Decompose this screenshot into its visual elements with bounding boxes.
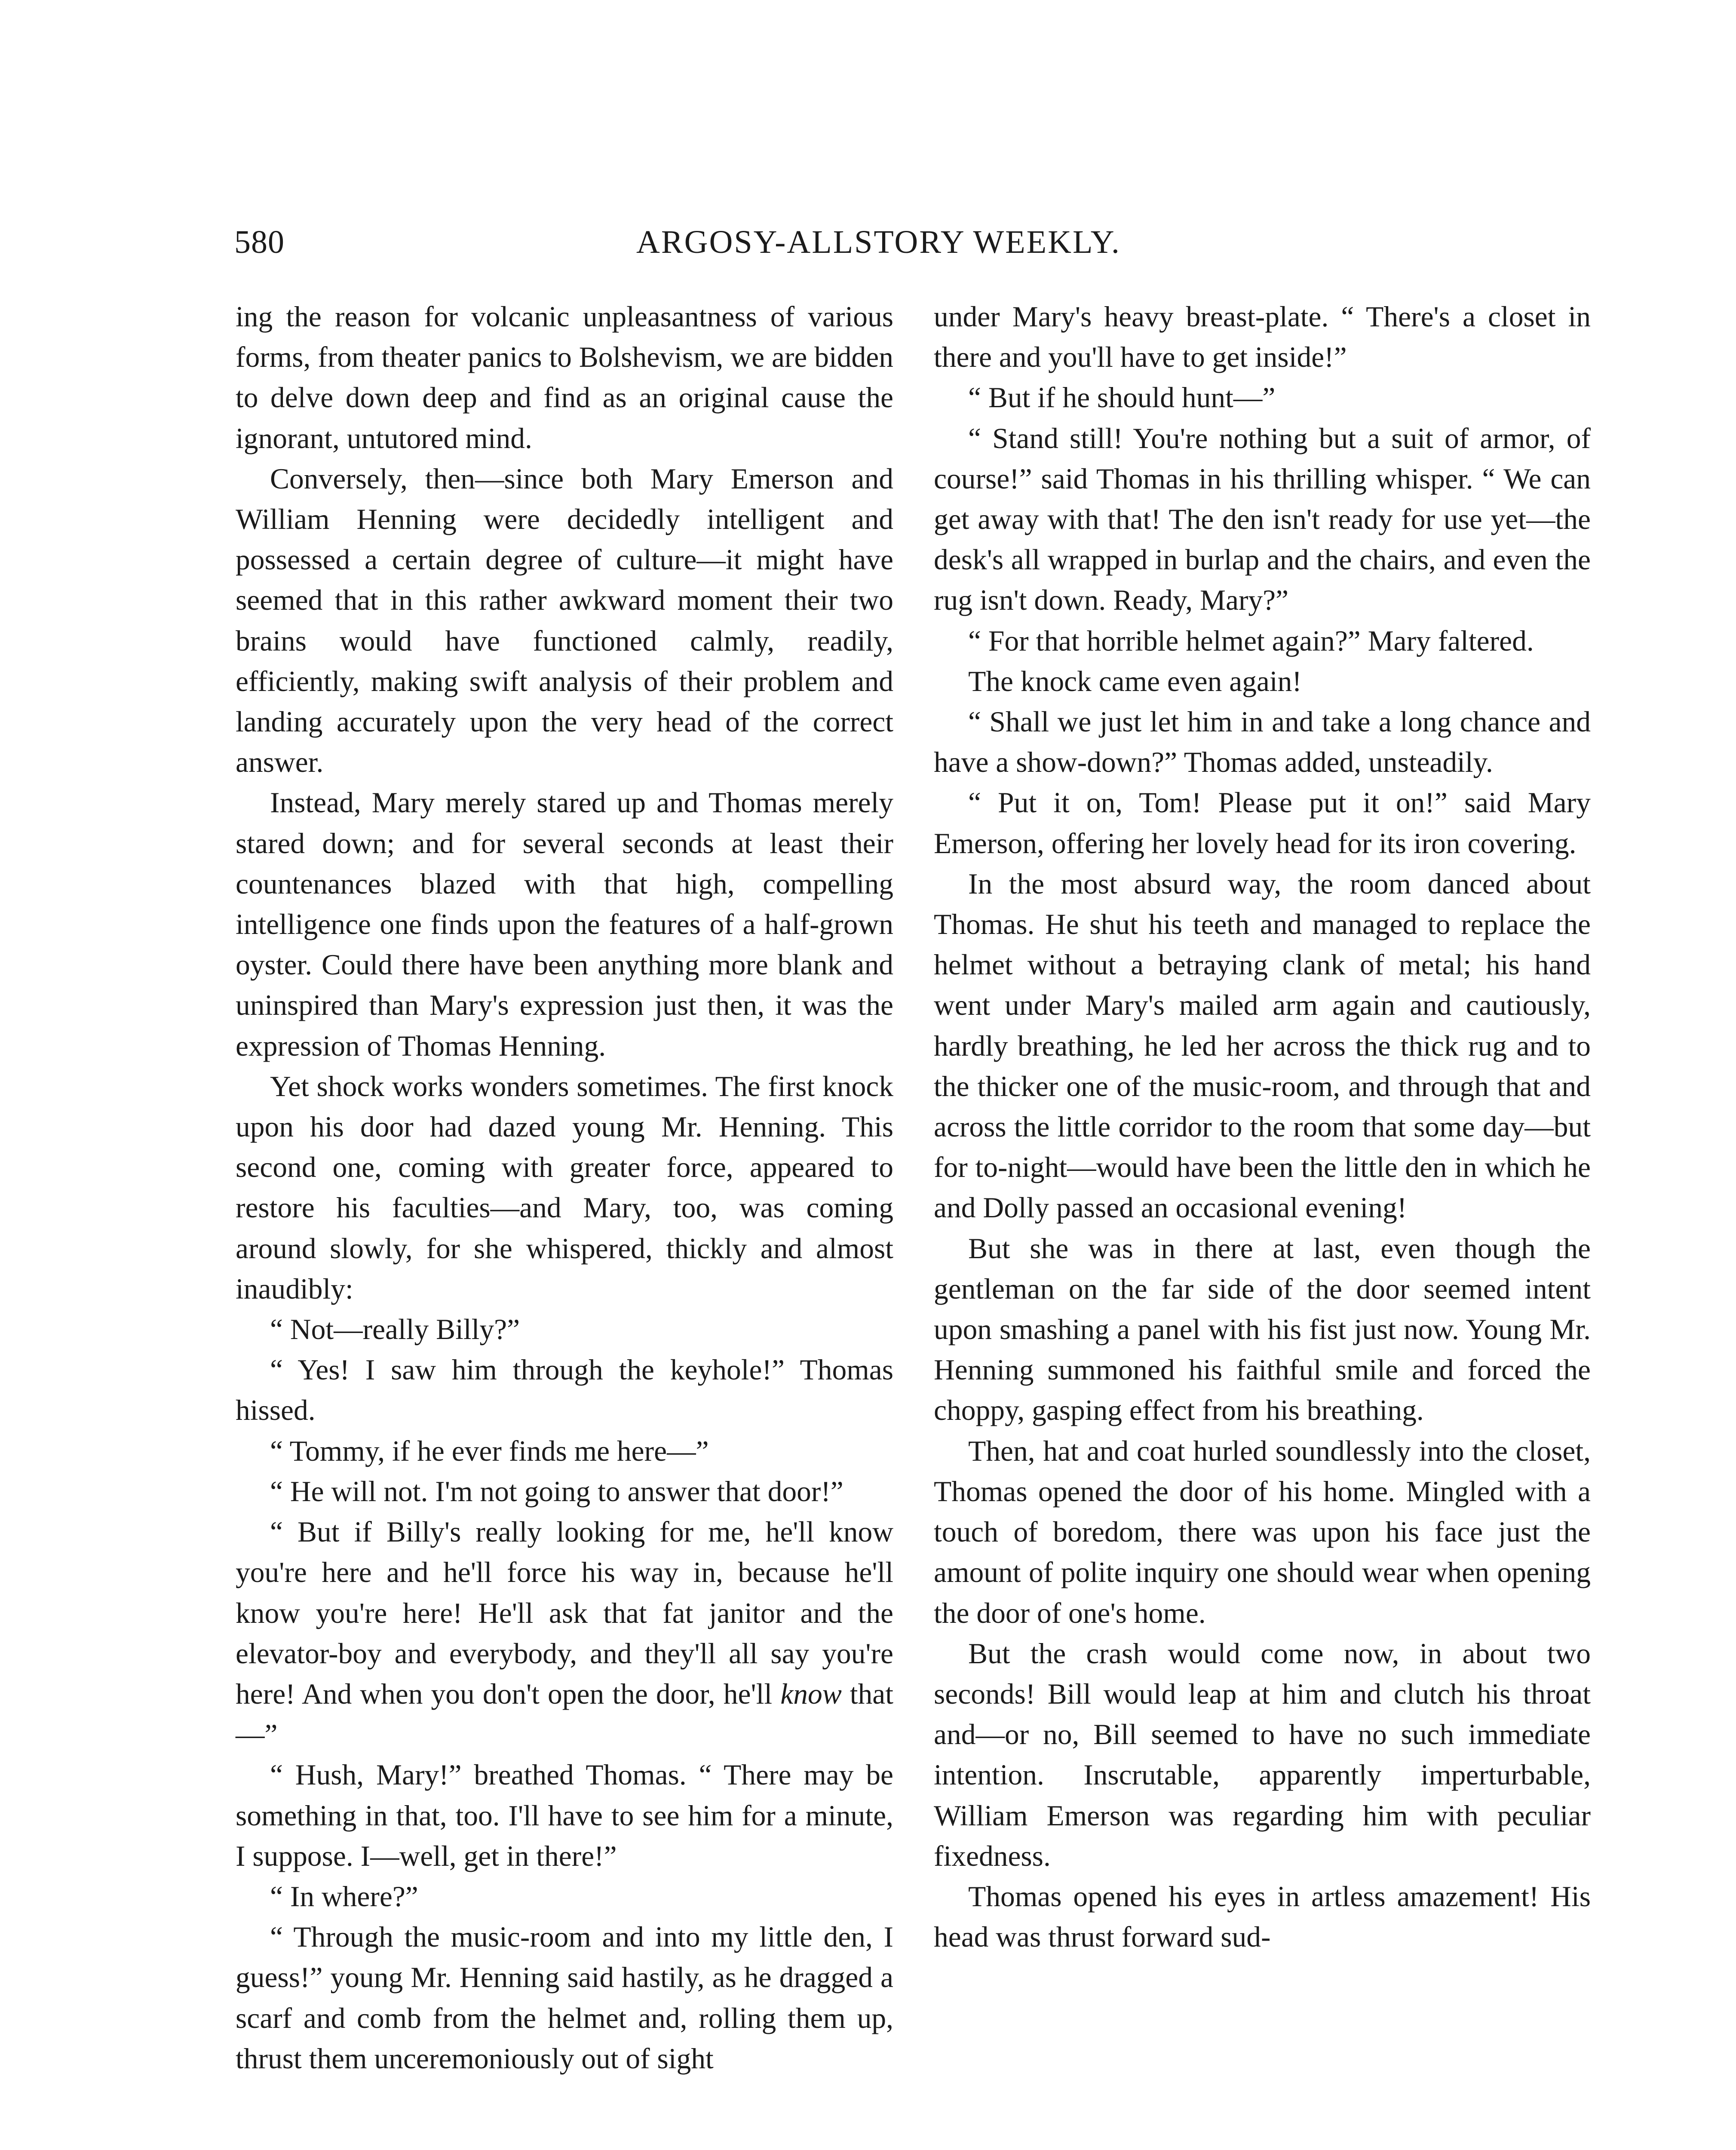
page-number: 580 [234, 224, 285, 260]
paragraph: “ Through the music-room and into my little den, I guess!” young Mr. Henning said hastily, as he dragged a scarf and comb from the helmet and, rolling them up, thrust them unceremoniously out of sight [236, 1921, 893, 2075]
paragraph [236, 1512, 893, 1755]
paragraph: “ For that horrible helmet again?” Mary faltered. [968, 624, 1534, 657]
paragraph: Then, hat and coat hurled soundlessly into the closet, Thomas opened the door of his home. Mingled with a touch of boredom, there was upon his face just the amount of polite inquiry one should wear when opening the door of one's home. [934, 1434, 1591, 1629]
paragraph-text: “ But if Billy's really looking for me, he'll know you're here and he'll force his way in, because he'll know you're here! He'll ask that fat janitor and the elevator-boy and everybody, and they'll all say you're here! And when you don't open the door, he'll [236, 1516, 893, 1710]
paragraph: The knock came even again! [968, 665, 1302, 697]
paragraph: “ Hush, Mary!” breathed Thomas. “ There may be something in that, too. I'll have to see him for a minute, I suppose. I—well, get in there!” [236, 1759, 893, 1872]
magazine-title: ARGOSY-ALLSTORY WEEKLY. [636, 224, 1121, 260]
running-head [234, 224, 1189, 271]
paragraph: But she was in there at last, even though the gentleman on the far side of the door seemed intent upon smashing a panel with his fist just now. Young Mr. Henning summoned his faithful smile and forced the choppy, gasping effect from his breathing. [934, 1232, 1591, 1427]
right-text-column [934, 297, 1591, 1957]
paragraph: “ But if he should hunt—” [968, 381, 1276, 414]
paragraph: But the crash would come now, in about two seconds! Bill would leap at him and clutch his throat and—or no, Bill seemed to have no such immediate intention. Inscrutable, apparently imperturbable, William Emerson was regarding him with peculiar fixedness. [934, 1637, 1591, 1872]
italic-word: know [780, 1677, 842, 1710]
paragraph: “ Yes! I saw him through the keyhole!” Thomas hissed. [236, 1354, 893, 1427]
paragraph: Yet shock works wonders sometimes. The first knock upon his door had dazed young Mr. Henning. This second one, coming with greater force, appeared to restore his faculties—and Mary, too, was coming around slowly, for she whispered, thickly and almost inaudibly: [236, 1070, 893, 1305]
paragraph: ing the reason for volcanic unpleasantness of various forms, from theater panics to Bolshevism, we are bidden to delve down deep and find as an original cause the ignorant, untutored mind. [236, 301, 893, 455]
paragraph: “ Stand still! You're nothing but a suit of armor, of course!” said Thomas in his thrilling whisper. “ We can get away with that! The den isn't ready for use yet—the desk's all wrapped in burlap and the chairs, and even the rug isn't down. Ready, Mary?” [934, 422, 1591, 617]
paragraph: Instead, Mary merely stared up and Thomas merely stared down; and for several seconds at least their countenances blazed with that high, compelling intelligence one finds upon the features of a half-grown oyster. Could there have been anything more blank and uninspired than Mary's expression just then, it was the expression of Thomas Henning. [236, 786, 893, 1062]
paragraph: In the most absurd way, the room danced about Thomas. He shut his teeth and managed to replace the helmet without a betraying clank of metal; his hand went under Mary's mailed arm again and cautiously, hardly breathing, he led her across the thick rug and to the thicker one of the music-room, and through that and across the little corridor to the room that some day—but for to-night—would have been the little den in which he and Dolly passed an occasional evening! [934, 867, 1591, 1224]
paragraph: “ He will not. I'm not going to answer that door!” [270, 1475, 843, 1508]
paragraph: “ Put it on, Tom! Please put it on!” said Mary Emerson, offering her lovely head for its iron covering. [934, 786, 1591, 860]
paragraph: Conversely, then—since both Mary Emerson and William Henning were decidedly intelligent and possessed a certain degree of culture—it might have seemed that in this rather awkward moment their two brains would have functioned calmly, readily, efficiently, making swift analysis of their problem and landing accurately upon the very head of the correct answer. [236, 462, 893, 779]
left-text-column [236, 297, 893, 2079]
paragraph: “ In where?” [270, 1880, 418, 1913]
paragraph: “ Not—really Billy?” [270, 1313, 520, 1346]
paragraph: “ Shall we just let him in and take a long chance and have a show-down?” Thomas added, unsteadily. [934, 706, 1591, 779]
paragraph-text-end: that—” [236, 1677, 893, 1751]
paragraph: under Mary's heavy breast-plate. “ There's a closet in there and you'll have to get inside!” [934, 301, 1591, 374]
paragraph: “ Tommy, if he ever finds me here—” [270, 1434, 709, 1467]
paragraph: Thomas opened his eyes in artless amazement! His head was thrust forward sud- [934, 1880, 1591, 1953]
